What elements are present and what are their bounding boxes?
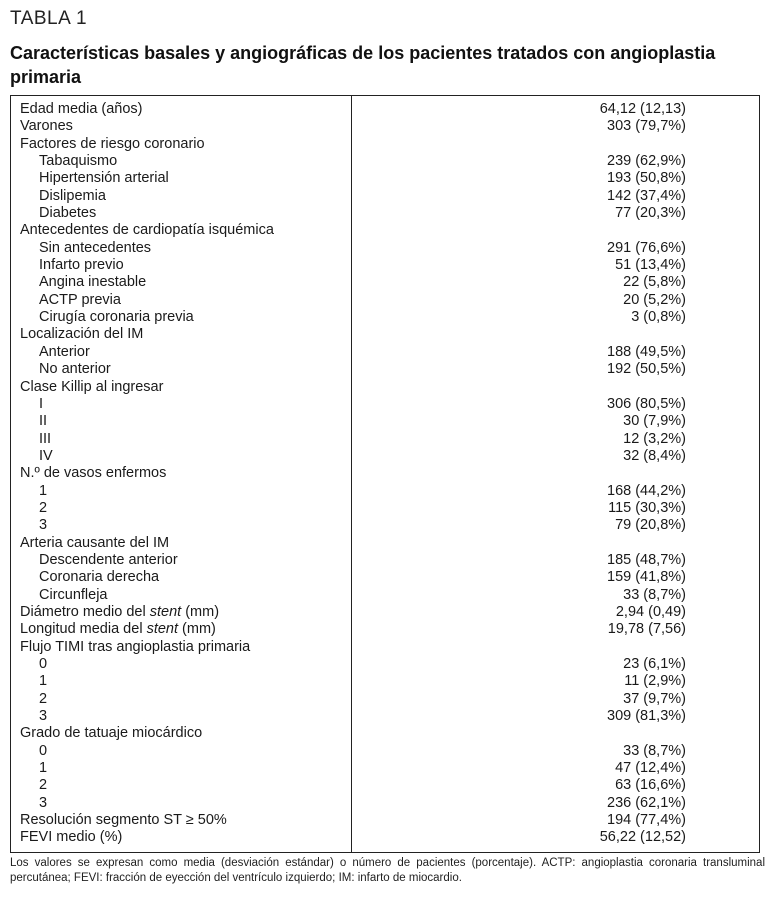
table-row [11, 136, 759, 153]
table-row [11, 396, 759, 413]
row-label: 0 [39, 656, 48, 672]
row-label: Localización del IM [20, 326, 144, 343]
row-value: 185 (48,7%) [607, 551, 686, 568]
row-value: 192 (50,5%) [607, 361, 686, 378]
row-value: 33 (8,7%) [623, 586, 686, 603]
row-value: 115 (30,3%) [608, 499, 686, 516]
row-value: 309 (81,3%) [607, 708, 686, 725]
table-title: Características basales y angiográficas de los pacientes tratados con angioplastia primaria [10, 43, 716, 87]
table-row [11, 170, 759, 187]
row-value: 168 (44,2%) [607, 482, 686, 499]
row-label: Resolución segmento ST ≥ 50% [20, 812, 227, 829]
row-label: FEVI medio (%) [20, 829, 123, 846]
table-row [11, 222, 759, 239]
row-value: 12 (3,2%) [623, 430, 686, 447]
table-row [11, 725, 759, 742]
row-value [351, 725, 686, 742]
table-row [11, 344, 759, 361]
row-value [351, 136, 686, 153]
row-label: Antecedentes de cardiopatía isquémica [20, 222, 274, 239]
row-value: 20 (5,2%) [623, 291, 686, 308]
row-label: Dislipemia [39, 187, 106, 204]
row-value: 30 (7,9%) [623, 413, 686, 430]
table-row [11, 240, 759, 257]
row-value [351, 535, 686, 552]
row-label: Clase Killip al ingresar [20, 378, 164, 395]
table-row [11, 431, 759, 448]
row-label: ACTP previa [39, 291, 121, 308]
table-row [11, 812, 759, 829]
row-label: 1 [39, 760, 48, 777]
table-row [11, 829, 759, 846]
row-value: 236 (62,1%) [607, 794, 686, 811]
row-value: 77 (20,3%) [615, 205, 686, 222]
row-label: N.º de vasos enfermos [20, 465, 167, 482]
row-label: Factores de riesgo coronario [20, 135, 205, 152]
table-row [11, 691, 759, 708]
row-label: 3 [39, 794, 48, 811]
row-value: 142 (37,4%) [607, 187, 686, 204]
row-value: 2,94 (0,49) [615, 603, 686, 620]
table-row [11, 118, 759, 135]
row-label: Longitud media del stent (mm) [20, 621, 216, 638]
row-value: 3 (0,8%) [631, 309, 686, 326]
row-label: Cirugía coronaria previa [39, 309, 194, 326]
row-label: Diámetro medio del stent (mm) [20, 603, 220, 620]
row-label: Grado de tatuaje miocárdico [20, 725, 203, 742]
table-row [11, 274, 759, 291]
row-label: IV [39, 447, 53, 464]
table-row [11, 569, 759, 586]
row-label: 2 [39, 690, 48, 707]
table-row [11, 361, 759, 378]
table-row [11, 604, 759, 621]
row-label: Diabetes [39, 205, 97, 222]
row-label: Hipertensión arterial [39, 170, 169, 187]
row-label: 1 [39, 482, 48, 499]
table-row [11, 621, 759, 638]
row-value [351, 326, 686, 343]
row-value: 159 (41,8%) [607, 569, 686, 586]
table-row [11, 309, 759, 326]
table-row [11, 552, 759, 569]
row-label: 3 [39, 708, 48, 725]
row-value: 56,22 (12,52) [599, 829, 686, 846]
row-label: Anterior [39, 343, 90, 360]
table-row [11, 448, 759, 465]
row-value [351, 465, 686, 482]
row-label: Angina inestable [39, 274, 147, 291]
row-label: Circunfleja [39, 586, 108, 603]
row-value [351, 222, 686, 239]
table-row [11, 379, 759, 396]
row-label: No anterior [39, 361, 111, 378]
table-row [11, 500, 759, 517]
row-label: 3 [39, 517, 48, 534]
row-value: 239 (62,9%) [607, 153, 686, 170]
table-row [11, 326, 759, 343]
row-label: Flujo TIMI tras angioplastia primaria [20, 638, 251, 655]
row-label: Tabaquismo [39, 153, 118, 170]
row-value: 33 (8,7%) [623, 742, 686, 759]
row-value: 193 (50,8%) [607, 170, 686, 187]
row-value [351, 379, 686, 396]
row-value [351, 639, 686, 656]
row-value: 37 (9,7%) [623, 690, 686, 707]
row-label: III [39, 430, 52, 447]
table-row [11, 795, 759, 812]
row-value: 22 (5,8%) [623, 274, 686, 291]
row-label: Sin antecedentes [39, 239, 152, 256]
row-label: Descendente anterior [39, 551, 178, 568]
row-label: 1 [39, 673, 48, 690]
row-value: 19,78 (7,56) [607, 621, 686, 638]
row-label: Arteria causante del IM [20, 534, 170, 551]
row-label: II [39, 413, 48, 430]
table-row [11, 535, 759, 552]
table-row [11, 483, 759, 500]
table-row [11, 517, 759, 534]
table-label: TABLA 1 [10, 8, 88, 29]
row-label: Coronaria derecha [39, 569, 160, 586]
table-row [11, 777, 759, 794]
row-value: 64,12 (12,13) [599, 101, 686, 117]
table-row [11, 587, 759, 604]
row-label: I [39, 395, 44, 412]
table-row [11, 205, 759, 222]
table-row [11, 292, 759, 309]
row-label: 2 [39, 499, 48, 516]
table-row [11, 708, 759, 725]
table-body [11, 101, 759, 847]
table-row [11, 153, 759, 170]
row-value: 11 (2,9%) [624, 673, 686, 690]
row-value: 23 (6,1%) [623, 656, 686, 672]
table-row [11, 188, 759, 205]
table-row [11, 465, 759, 482]
row-label: Edad media (años) [20, 101, 143, 117]
table-row [11, 639, 759, 656]
row-value: 291 (76,6%) [607, 239, 686, 256]
row-value: 63 (16,6%) [615, 777, 686, 794]
row-label: 0 [39, 742, 48, 759]
table-row [11, 413, 759, 430]
table-row [11, 760, 759, 777]
row-value: 47 (12,4%) [615, 760, 686, 777]
table-row [11, 673, 759, 690]
row-value: 194 (77,4%) [607, 812, 686, 829]
table-row [11, 257, 759, 274]
row-value: 79 (20,8%) [615, 517, 686, 534]
row-value: 188 (49,5%) [607, 343, 686, 360]
table-footnote: Los valores se expresan como media (desviación estándar) o número de pacientes (porcentaje). ACTP: angioplastia coronaria transluminal percutánea; FEVI: fracción de eyección del ventrículo izquierdo; IM: infarto de miocardio. [10, 857, 765, 884]
row-value: 51 (13,4%) [615, 257, 686, 274]
row-value: 32 (8,4%) [623, 447, 686, 464]
row-label: Varones [20, 118, 73, 135]
table-row [11, 743, 759, 760]
data-table [10, 95, 760, 853]
row-value: 306 (80,5%) [607, 395, 686, 412]
row-label: Infarto previo [39, 257, 124, 274]
table-row [11, 101, 759, 118]
table-row [11, 656, 759, 673]
row-value: 303 (79,7%) [607, 118, 686, 135]
row-label: 2 [39, 777, 48, 794]
